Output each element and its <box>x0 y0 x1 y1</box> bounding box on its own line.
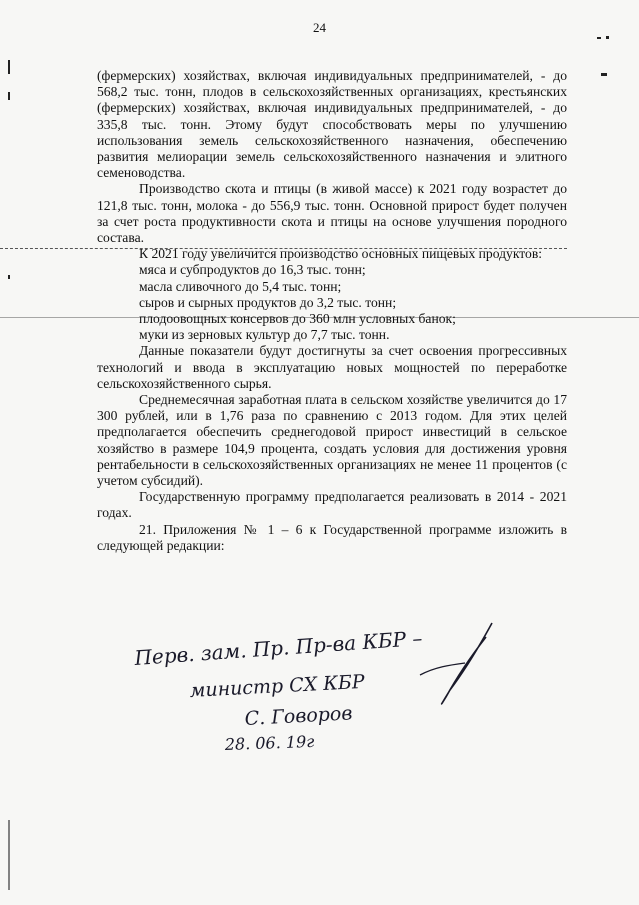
scan-mark <box>8 92 10 100</box>
paragraph: Среднемесячная заработная плата в сельском хозяйстве увеличится до 17 300 рублей, или в 1,76 раза по сравнению с 2013 годом. Для этих целей предполагается обеспечить среднегодовой прирост инвестиций в сельское хозяйство в размере 104,9 процента, создать условия для достижения уровня рентабельности в сельскохозяйственных организациях не менее 11 процентов (с учетом субсидий). <box>97 392 567 489</box>
scan-mark <box>8 275 10 279</box>
list-item: плодоовощных консервов до 360 млн условных банок; <box>139 311 456 327</box>
scan-speck <box>601 73 607 76</box>
paragraph: 21. Приложения № 1 – 6 к Государственной программе изложить в следующей редакции: <box>97 521 567 553</box>
handwritten-line-3: С. Говоров <box>244 702 353 730</box>
list-item: мяса и субпродуктов до 16,3 тыс. тонн; <box>139 262 366 278</box>
paragraph: Данные показатели будут достигнуты за счет освоения прогрессивных технологий и ввода в эксплуатацию новых мощностей по переработке сельскохозяйственного сырья. <box>97 343 567 391</box>
signature-stroke <box>420 663 465 675</box>
scan-mark <box>8 820 10 890</box>
list-item: муки из зерновых культур до 7,7 тыс. тонн. <box>139 327 390 343</box>
page-number: 24 <box>313 20 326 35</box>
scan-mark <box>8 60 10 74</box>
list-item: сыров и сырных продуктов до 3,2 тыс. тонн; <box>139 294 397 310</box>
paragraph: К 2021 году увеличится производство основных пищевых продуктов: <box>139 246 543 262</box>
scan-speck <box>597 37 601 39</box>
signature-stroke <box>442 623 492 704</box>
handwritten-line-2: министр СХ КБР <box>189 670 366 702</box>
document-body <box>97 68 567 554</box>
paragraph: Государственную программу предполагается реализовать в 2014 - 2021 годах. <box>97 489 567 521</box>
handwritten-date: 28. 06. 19г <box>224 731 315 754</box>
scan-speck <box>606 36 609 39</box>
handwritten-line-1: Перв. зам. Пр. Пр-ва КБР – <box>133 625 424 670</box>
paragraph: (фермерских) хозяйствах, включая индивидуальных предпринимателей, - до 568,2 тыс. тонн, плодов в сельскохозяйственных организациях, крестьянских (фермерских) хозяйствах, включая индивидуальных предпринимателей, - до 335,8 тыс. тонн. Этому будут способствовать меры по улучшению использования земель сельскохозяйственного назначения, обеспечению развития мелиорации земель сельскохозяйственного назначения и элитного семеноводства. <box>97 68 567 181</box>
handwritten-note <box>120 615 540 755</box>
paragraph: Производство скота и птицы (в живой массе) к 2021 году возрастет до 121,8 тыс. тонн, молока - до 556,9 тыс. тонн. Основной прирост будет получен за счет роста продуктивности скота и птицы на основе улучшения породного состава. <box>97 181 567 246</box>
list-item: масла сливочного до 5,4 тыс. тонн; <box>139 278 342 294</box>
